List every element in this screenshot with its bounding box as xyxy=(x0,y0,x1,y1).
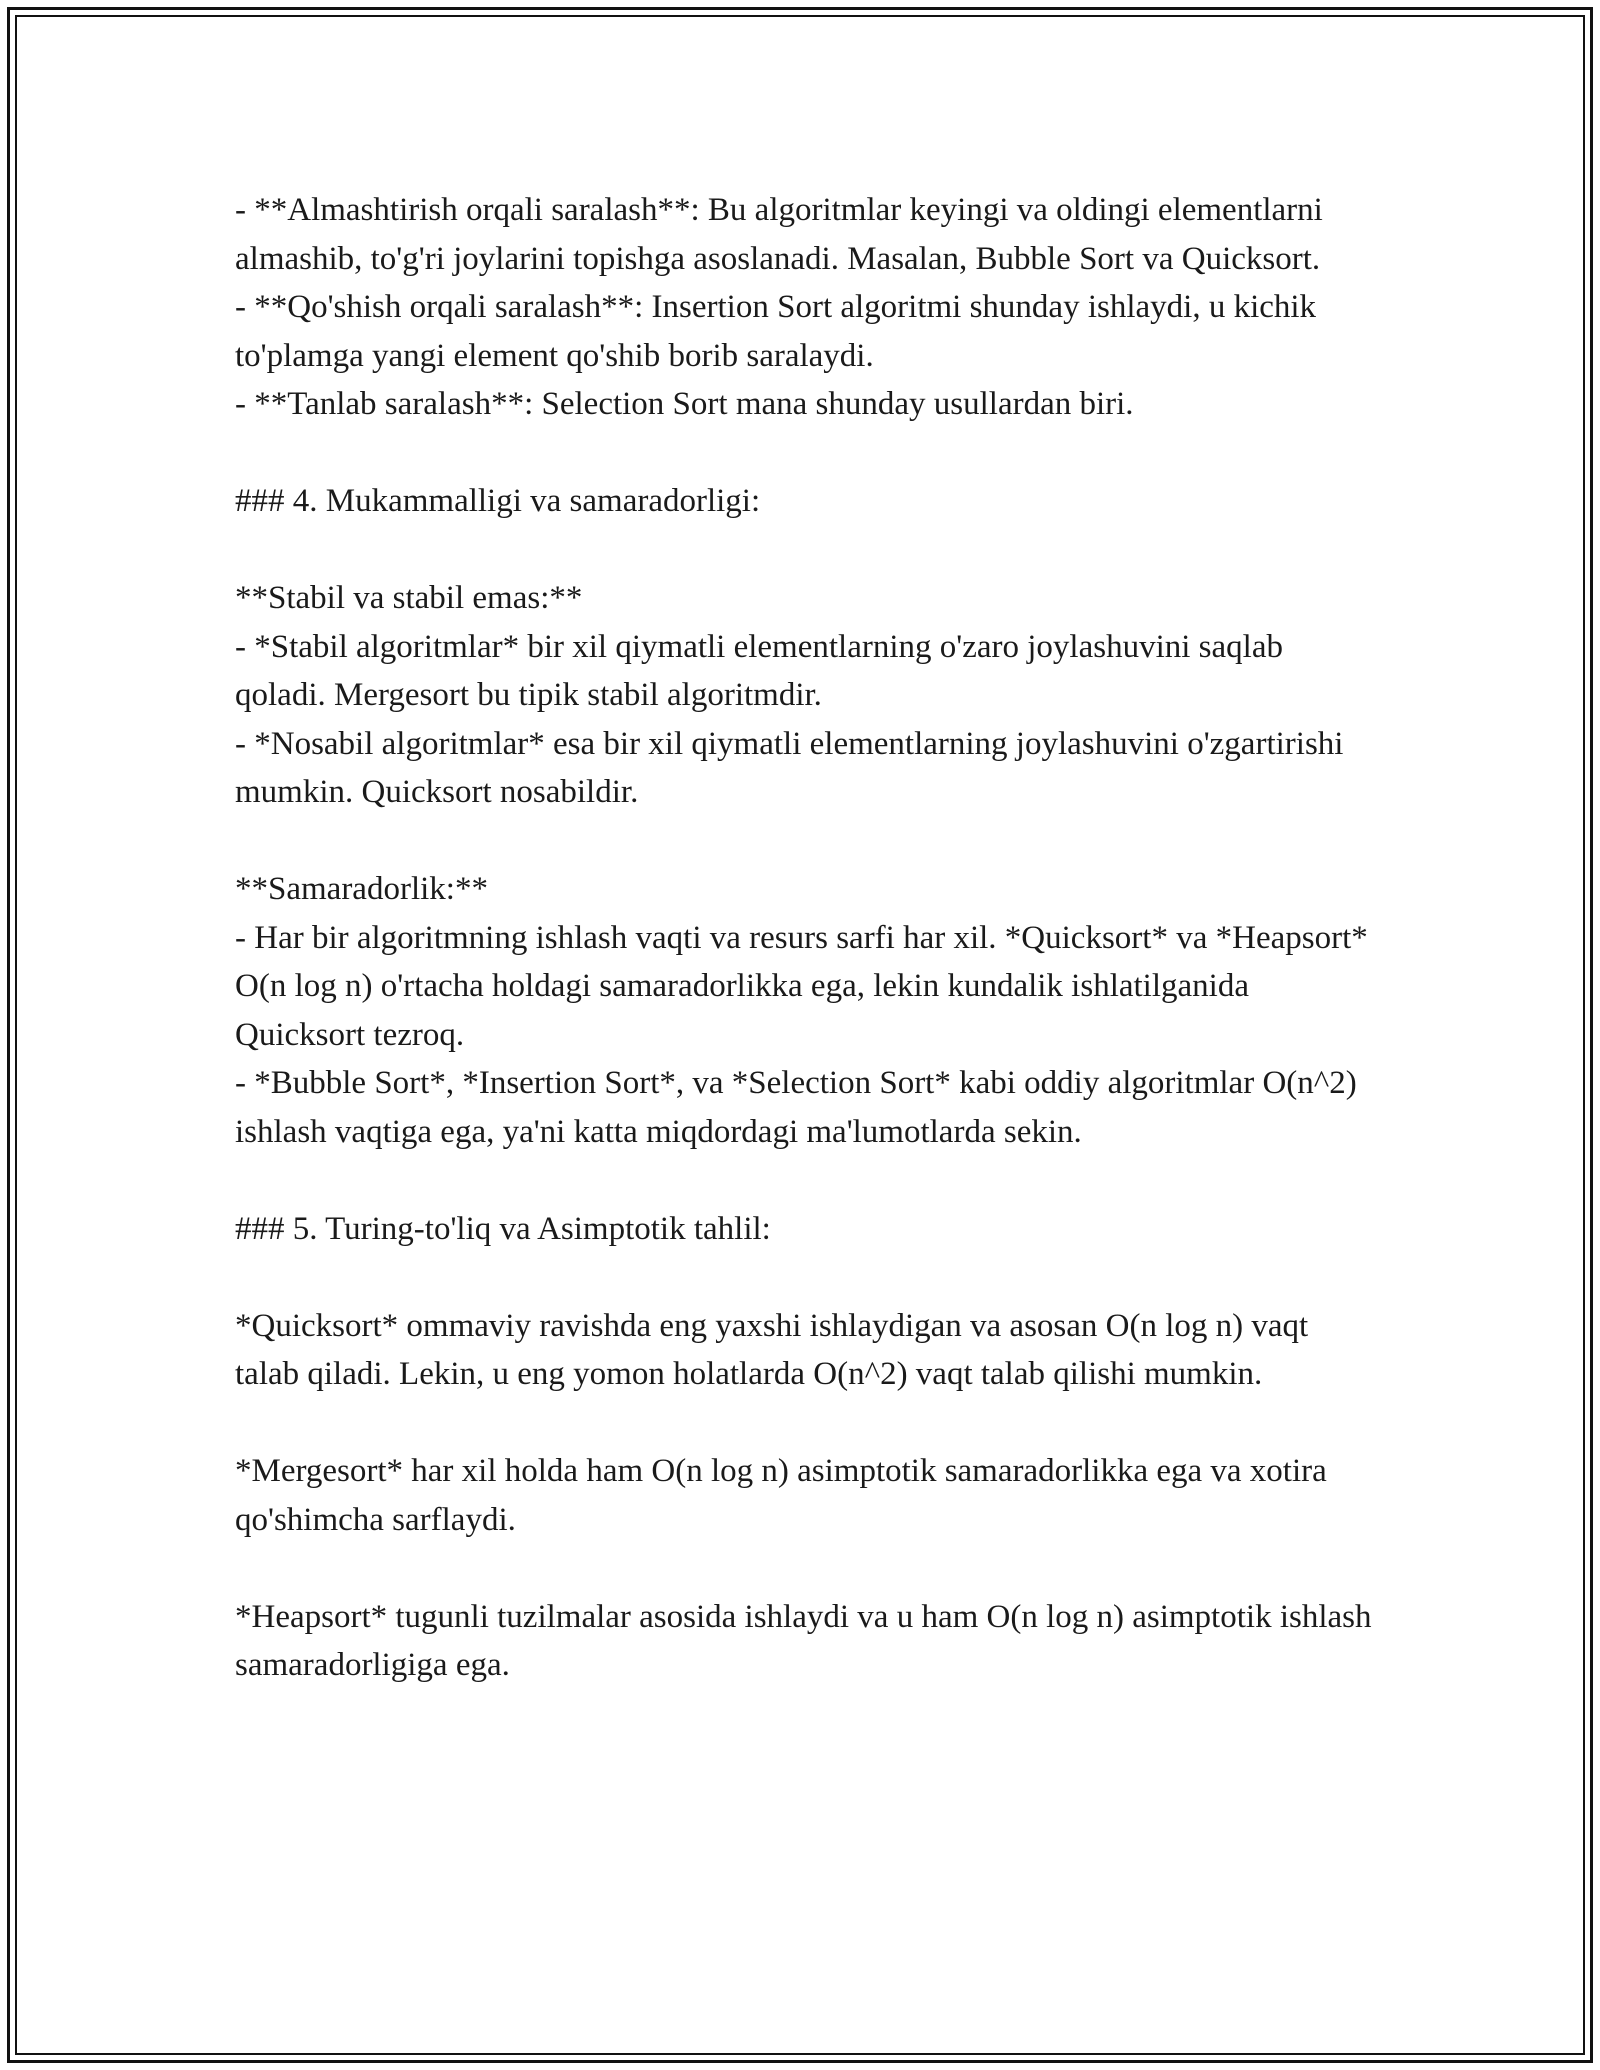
section-heading-4: ### 4. Mukammalligi va samaradorligi: xyxy=(235,483,761,519)
paragraph-heapsort: *Heapsort* tugunli tuzilmalar asosida ishlaydi va u ham O(n log n) asimptotik ishlash samaradorligiga ega. xyxy=(235,1598,1372,1683)
subheading-efficiency: **Samaradorlik:** xyxy=(235,871,488,907)
blank-line xyxy=(235,1253,1375,1302)
list-item-unstable: - *Nosabil algoritmlar* esa bir xil qiymatli elementlarning joylashuvini o'zgartirishi mumkin. Quicksort nosabildir. xyxy=(235,725,1344,810)
list-item-swap-sort: - **Almashtirish orqali saralash**: Bu algoritmlar keyingi va oldingi elementlarni almashib, to'g'ri joylarini topishga asoslanadi. Masalan, Bubble Sort va Quicksort. xyxy=(235,192,1323,277)
list-item-stable: - *Stabil algoritmlar* bir xil qiymatli elementlarning o'zaro joylashuvini saqlab qoladi. Mergesort bu tipik stabil algoritmdir. xyxy=(235,628,1283,713)
document-body xyxy=(235,186,1375,1690)
section-heading-5: ### 5. Turing-to'liq va Asimptotik tahlil: xyxy=(235,1210,771,1247)
blank-line xyxy=(235,1399,1375,1448)
blank-line xyxy=(235,1544,1375,1593)
blank-line xyxy=(235,429,1375,478)
list-item-efficiency-fast: - Har bir algoritmning ishlash vaqti va resurs sarfi har xil. *Quicksort* va *Heapsort* O(n log n) o'rtacha holdagi samaradorlikka ega, lekin kundalik ishlatilganida Quicksort tezroq. xyxy=(235,919,1368,1053)
blank-line xyxy=(235,1156,1375,1205)
blank-line xyxy=(235,817,1375,866)
blank-line xyxy=(235,526,1375,575)
paragraph-mergesort: *Mergesort* har xil holda ham O(n log n) asimptotik samaradorlikka ega va xotira qo'shimcha sarflaydi. xyxy=(235,1453,1327,1538)
paragraph-quicksort: *Quicksort* ommaviy ravishda eng yaxshi ishlaydigan va asosan O(n log n) vaqt talab qiladi. Lekin, u eng yomon holatlarda O(n^2) vaqt talab qilishi mumkin. xyxy=(235,1307,1309,1392)
subheading-stability: **Stabil va stabil emas:** xyxy=(235,580,583,616)
list-item-selection-sort: - **Tanlab saralash**: Selection Sort mana shunday usullardan biri. xyxy=(235,386,1134,422)
list-item-efficiency-simple: - *Bubble Sort*, *Insertion Sort*, va *Selection Sort* kabi oddiy algoritmlar O(n^2) ishlash vaqtiga ega, ya'ni katta miqdordagi ma'lumotlarda sekin. xyxy=(235,1065,1357,1150)
list-item-insertion-sort: - **Qo'shish orqali saralash**: Insertion Sort algoritmi shunday ishlaydi, u kichik to'plamga yangi element qo'shib borib saralaydi. xyxy=(235,289,1317,374)
